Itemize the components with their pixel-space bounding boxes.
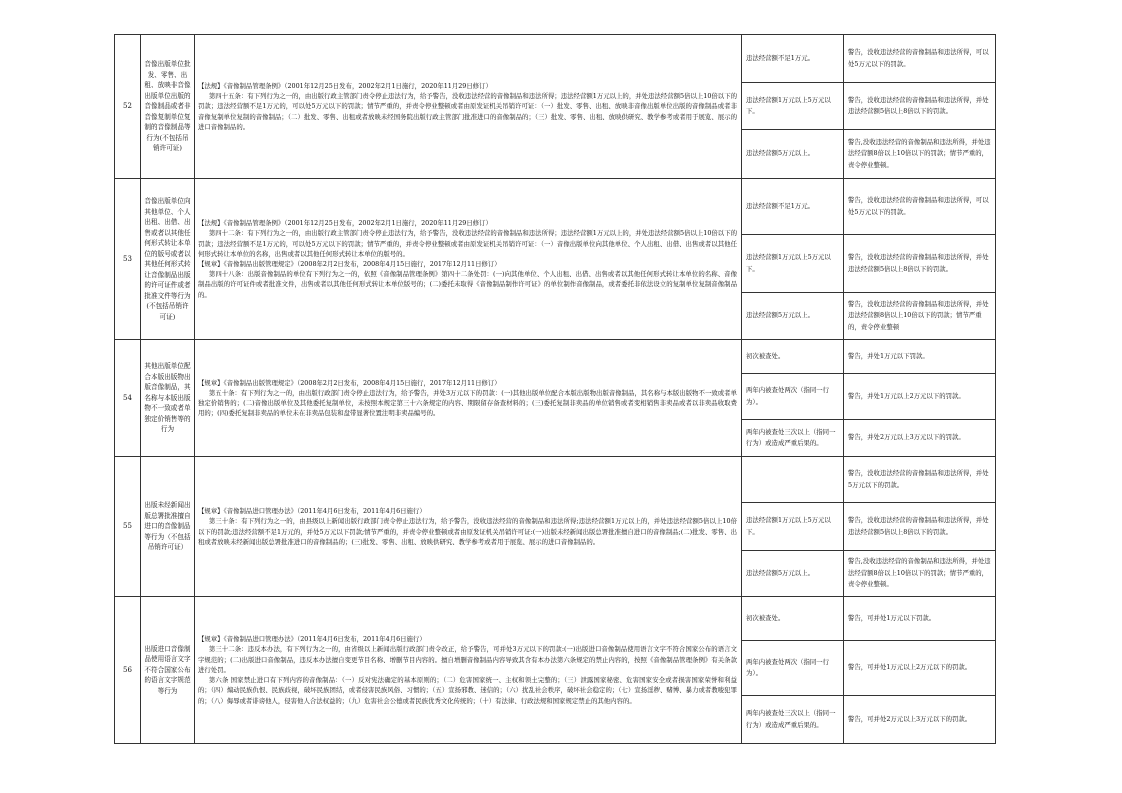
circumstance-cell: 违法经营额不足1万元。 <box>742 35 844 83</box>
penalty-cell: 警告,没收违法经营的音像制品和违法所得，并处违法经营额8倍以上10倍以下的罚款；情节严重的，责令停业整顿。 <box>844 551 996 597</box>
circumstance-cell <box>742 457 844 503</box>
violation-item: 出版进口音像制品使用语言文字不符合国家公布的语言文字规范等行为 <box>141 597 195 744</box>
circumstance-cell: 初次被查处。 <box>742 340 844 374</box>
penalty-cell: 警告，没收违法经营的音像制品和违法所得，并处违法经营额5倍以上8倍以下的罚款。 <box>844 83 996 130</box>
penalty-cell: 警告，没收违法经营的音像制品和违法所得，可以处5万元以下的罚款。 <box>844 179 996 235</box>
circumstance-cell: 违法经营额5万元以上。 <box>742 130 844 179</box>
penalty-cell: 警告，没收违法经营的音像制品和违法所得，并处违法经营额5倍以上8倍以下的罚款。 <box>844 235 996 293</box>
circumstance-cell: 违法经营额1万元以上5万元以下。 <box>742 503 844 551</box>
penalty-cell: 警告，可并处1万元以上2万元以下的罚款。 <box>844 641 996 696</box>
row-number: 54 <box>115 340 141 457</box>
table-row <box>115 340 996 374</box>
basis-source: 【规章】《音像制品出版管理规定》（2008年2月2日发布，2008年4月15日施行，2017年12月11日修订） <box>198 378 501 387</box>
penalty-cell: 警告，可并处2万元以上3万元以下的罚款。 <box>844 696 996 744</box>
penalty-cell: 警告，并处1万元以下罚款。 <box>844 340 996 374</box>
violation-item: 其他出版单位配合本版出版物出版音像制品，其名称与本版出版物不一致或者单独定价销售等的行为 <box>141 340 195 457</box>
circumstance-cell: 两年内被查处三次以上（指同一行为）或造成严重后果的。 <box>742 696 844 744</box>
table-row <box>115 457 996 503</box>
violation-item: 音像出版单位批发、零售、出租、放映非音像出版单位出版的音像制品或者非音像复制单位复制的音像制品等行为(不包括吊销许可证) <box>141 35 195 179</box>
circumstance-cell: 两年内被查处两次（指同一行为）。 <box>742 641 844 696</box>
circumstance-cell: 违法经营额5万元以上。 <box>742 293 844 340</box>
circumstance-cell: 两年内被查处三次以上（指同一行为）或造成严重后果的。 <box>742 420 844 457</box>
circumstance-cell: 违法经营额1万元以上5万元以下。 <box>742 235 844 293</box>
penalty-cell: 警告，可并处1万元以下罚款。 <box>844 597 996 641</box>
penalty-cell: 警告，没收违法经营的音像制品和违法所得，并处违法经营额8倍以上10倍以下的罚款；情节严重的，责令停业整顿 <box>844 293 996 340</box>
penalty-cell: 警告，没收违法经营的音像制品和违法所得，并处5万元以下的罚款。 <box>844 457 996 503</box>
table-row <box>115 35 996 83</box>
circumstance-cell: 初次被查处。 <box>742 597 844 641</box>
basis-clause: 第三十二条：违反本办法，有下列行为之一的，由省级以上新闻出版行政部门责令改正，给予警告，可并处3万元以下的罚款:(一)出版进口音像制品使用语言文字不符合国家公布的语言文字规范的；(二)出版进口音像制品，违反本办法擅自变更节目名称、增删节目内容的。擅自增删音像制品内容导致其含有本办法第六条规定的禁止内容的，按照《音像制品管理条例》有关条款进行处罚。 <box>198 645 737 674</box>
row-number: 52 <box>115 35 141 179</box>
penalty-cell: 警告,没收违法经营的音像制品和违法所得，并处违法经营额8倍以上10倍以下的罚款；情节严重的，责令停业整顿。 <box>844 130 996 179</box>
legal-basis <box>195 179 742 340</box>
row-number: 55 <box>115 457 141 597</box>
basis-clause: 第四十二条：有下列行为之一的，由出版行政主管部门责令停止违法行为，给予警告，没收违法经营的音像制品和违法所得；违法经营额1万元以上的，并处违法经营额5倍以上10倍以下的罚款；违法经营额不足1万元的，可以处5万元以下的罚款；情节严重的，并责令停业整顿或者由原发证机关吊销许可证：（一）音像出版单位向其他单位、个人出租、出借、出售或者以其他任何形式转让本单位的名称，出售或者以其他任何形式转让本单位的版号的。 <box>198 229 737 258</box>
penalty-cell: 警告，没收违法经营的音像制品和违法所得，可以处5万元以下的罚款。 <box>844 35 996 83</box>
basis-clause: 第四十五条：有下列行为之一的，由出版行政主管部门责令停止违法行为，给予警告，没收违法经营的音像制品和违法所得；违法经营额1万元以上的，并处违法经营额5倍以上10倍以下的罚款；违法经营额不足1万元的，可以处5万元以下的罚款；情节严重的，并责令停业整顿或者由原发证机关吊销许可证：（一）批发、零售、出租、放映非音像出版单位出版的音像制品或者非音像复制单位复制的音像制品；（二）批发、零售、出租或者放映未经国务院出版行政主管部门批准进口的音像制品的；（三）批发、零售、出租、放映供研究、教学参考或者用于展览、展示的进口音像制品的。 <box>198 92 737 131</box>
row-number: 56 <box>115 597 141 744</box>
basis-clause: 第四十八条：出版音像制品的单位有下列行为之一的，依照《音像制品管理条例》第四十二条处罚：(一)向其他单位、个人出租、出借、出售或者以其他任何形式转让本单位的名称、音像制品出版的许可证件或者批准文件，出售或者以其他任何形式转让本单位版号的；(二)委托未取得《音像制品制作许可证》的单位制作音像制品，或者委托非依法设立的复制单位复制音像制品的。 <box>198 270 737 299</box>
penalty-standards-table <box>114 34 996 744</box>
basis-source: 【规章】《音像制品进口管理办法》（2011年4月6日发布，2011年4月6日施行） <box>198 635 426 644</box>
legal-basis <box>195 340 742 457</box>
circumstance-cell: 两年内被查处两次（指同一行为）。 <box>742 374 844 420</box>
circumstance-cell: 违法经营额不足1万元。 <box>742 179 844 235</box>
basis-clause: 第三十条：有下列行为之一的，由县级以上新闻出版行政部门责令停止违法行为，给予警告，没收违法经营的音像制品和违法所得;违法经营额1万元以上的，并处违法经营额5倍以上10倍以下的罚款;违法经营额不足1万元的，并处5万元以下罚款;情节严重的，并责令停业整顿或者由原发证机关吊销许可证:(一)出版未经新闻出版总署批准擅自进口的音像制品;(二)批发、零售、出租或者放映未经新闻出版总署批准进口的音像制品的；(三)批发、零售、出租、放映供研究、教学参考或者用于展览、展示的进口音像制品的。 <box>198 517 737 546</box>
basis-clause: 第六条 国家禁止进口有下列内容的音像制品：（一）反对宪法确定的基本原则的；（二）危害国家统一、主权和领土完整的；（三）泄露国家秘密、危害国家安全或者损害国家荣誉和利益的；（四）煽动民族仇恨、民族歧视，破坏民族团结，或者侵害民族风俗、习惯的；（五）宣扬邪教、迷信的；（六）扰乱社会秩序，破坏社会稳定的；（七）宣扬淫秽、赌博、暴力或者教唆犯罪的；（八）侮辱或者诽谤他人，侵害他人合法权益的；（九）危害社会公德或者民族优秀文化传统的；（十）有法律、行政法规和国家规定禁止的其他内容的。 <box>198 676 737 705</box>
row-number: 53 <box>115 179 141 340</box>
basis-source: 【法规】《音像制品管理条例》（2001年12月25日发布，2002年2月1日施行，2020年11月29日修订） <box>198 81 492 90</box>
basis-source: 【规章】《音像制品出版管理规定》（2008年2月2日发布，2008年4月15日施行，2017年12月11日修订） <box>198 260 501 268</box>
table-row <box>115 179 996 235</box>
legal-basis <box>195 597 742 744</box>
penalty-cell: 警告，并处2万元以上3万元以下的罚款。 <box>844 420 996 457</box>
basis-clause: 第五十条：有下列行为之一的，由出版行政部门责令停止违法行为，给予警告，并处3万元以下的罚款：(一)其他出版单位配合本版出版物出版音像制品，其名称与本版出版物不一致或者单独定价销售的；(二)音像出版单位及其他委托复制单位，未按照本规定第三十六条规定的内容、期限留存备查材料的；(三)委托复制非卖品的单位销售或者变相销售非卖品或者以非卖品收取费用的；(四)委托复制非卖品的单位未在非卖品包装和盘带显著位置注明非卖品编号的。 <box>198 388 737 418</box>
circumstance-cell: 违法经营额1万元以上5万元以下。 <box>742 83 844 130</box>
circumstance-cell: 违法经营额5万元以上。 <box>742 551 844 597</box>
legal-basis <box>195 35 742 179</box>
legal-basis <box>195 457 742 597</box>
document-page <box>114 34 995 744</box>
violation-item: 音像出版单位向其他单位、个人出租、出借、出售或者以其他任何形式转让本单位的版号或者以其他任何形式转让音像制品出版的许可证件或者批准文件等行为(不包括吊销许可证) <box>141 179 195 340</box>
penalty-cell: 警告，并处1万元以上2万元以下的罚款。 <box>844 374 996 420</box>
basis-source: 【法规】《音像制品管理条例》（2001年12月25日发布，2002年2月1日施行，2020年11月29日修订） <box>198 219 492 228</box>
violation-item: 出版未经新闻出版总署批准擅自进口的音像制品等行为（不包括吊销许可证） <box>141 457 195 597</box>
penalty-cell: 警告，没收违法经营的音像制品和违法所得，并处违法经营额5倍以上8倍以下的罚款。 <box>844 503 996 551</box>
table-row <box>115 597 996 641</box>
basis-source: 【规章】《音像制品进口管理办法》（2011年4月6日发布，2011年4月6日施行） <box>198 507 426 516</box>
